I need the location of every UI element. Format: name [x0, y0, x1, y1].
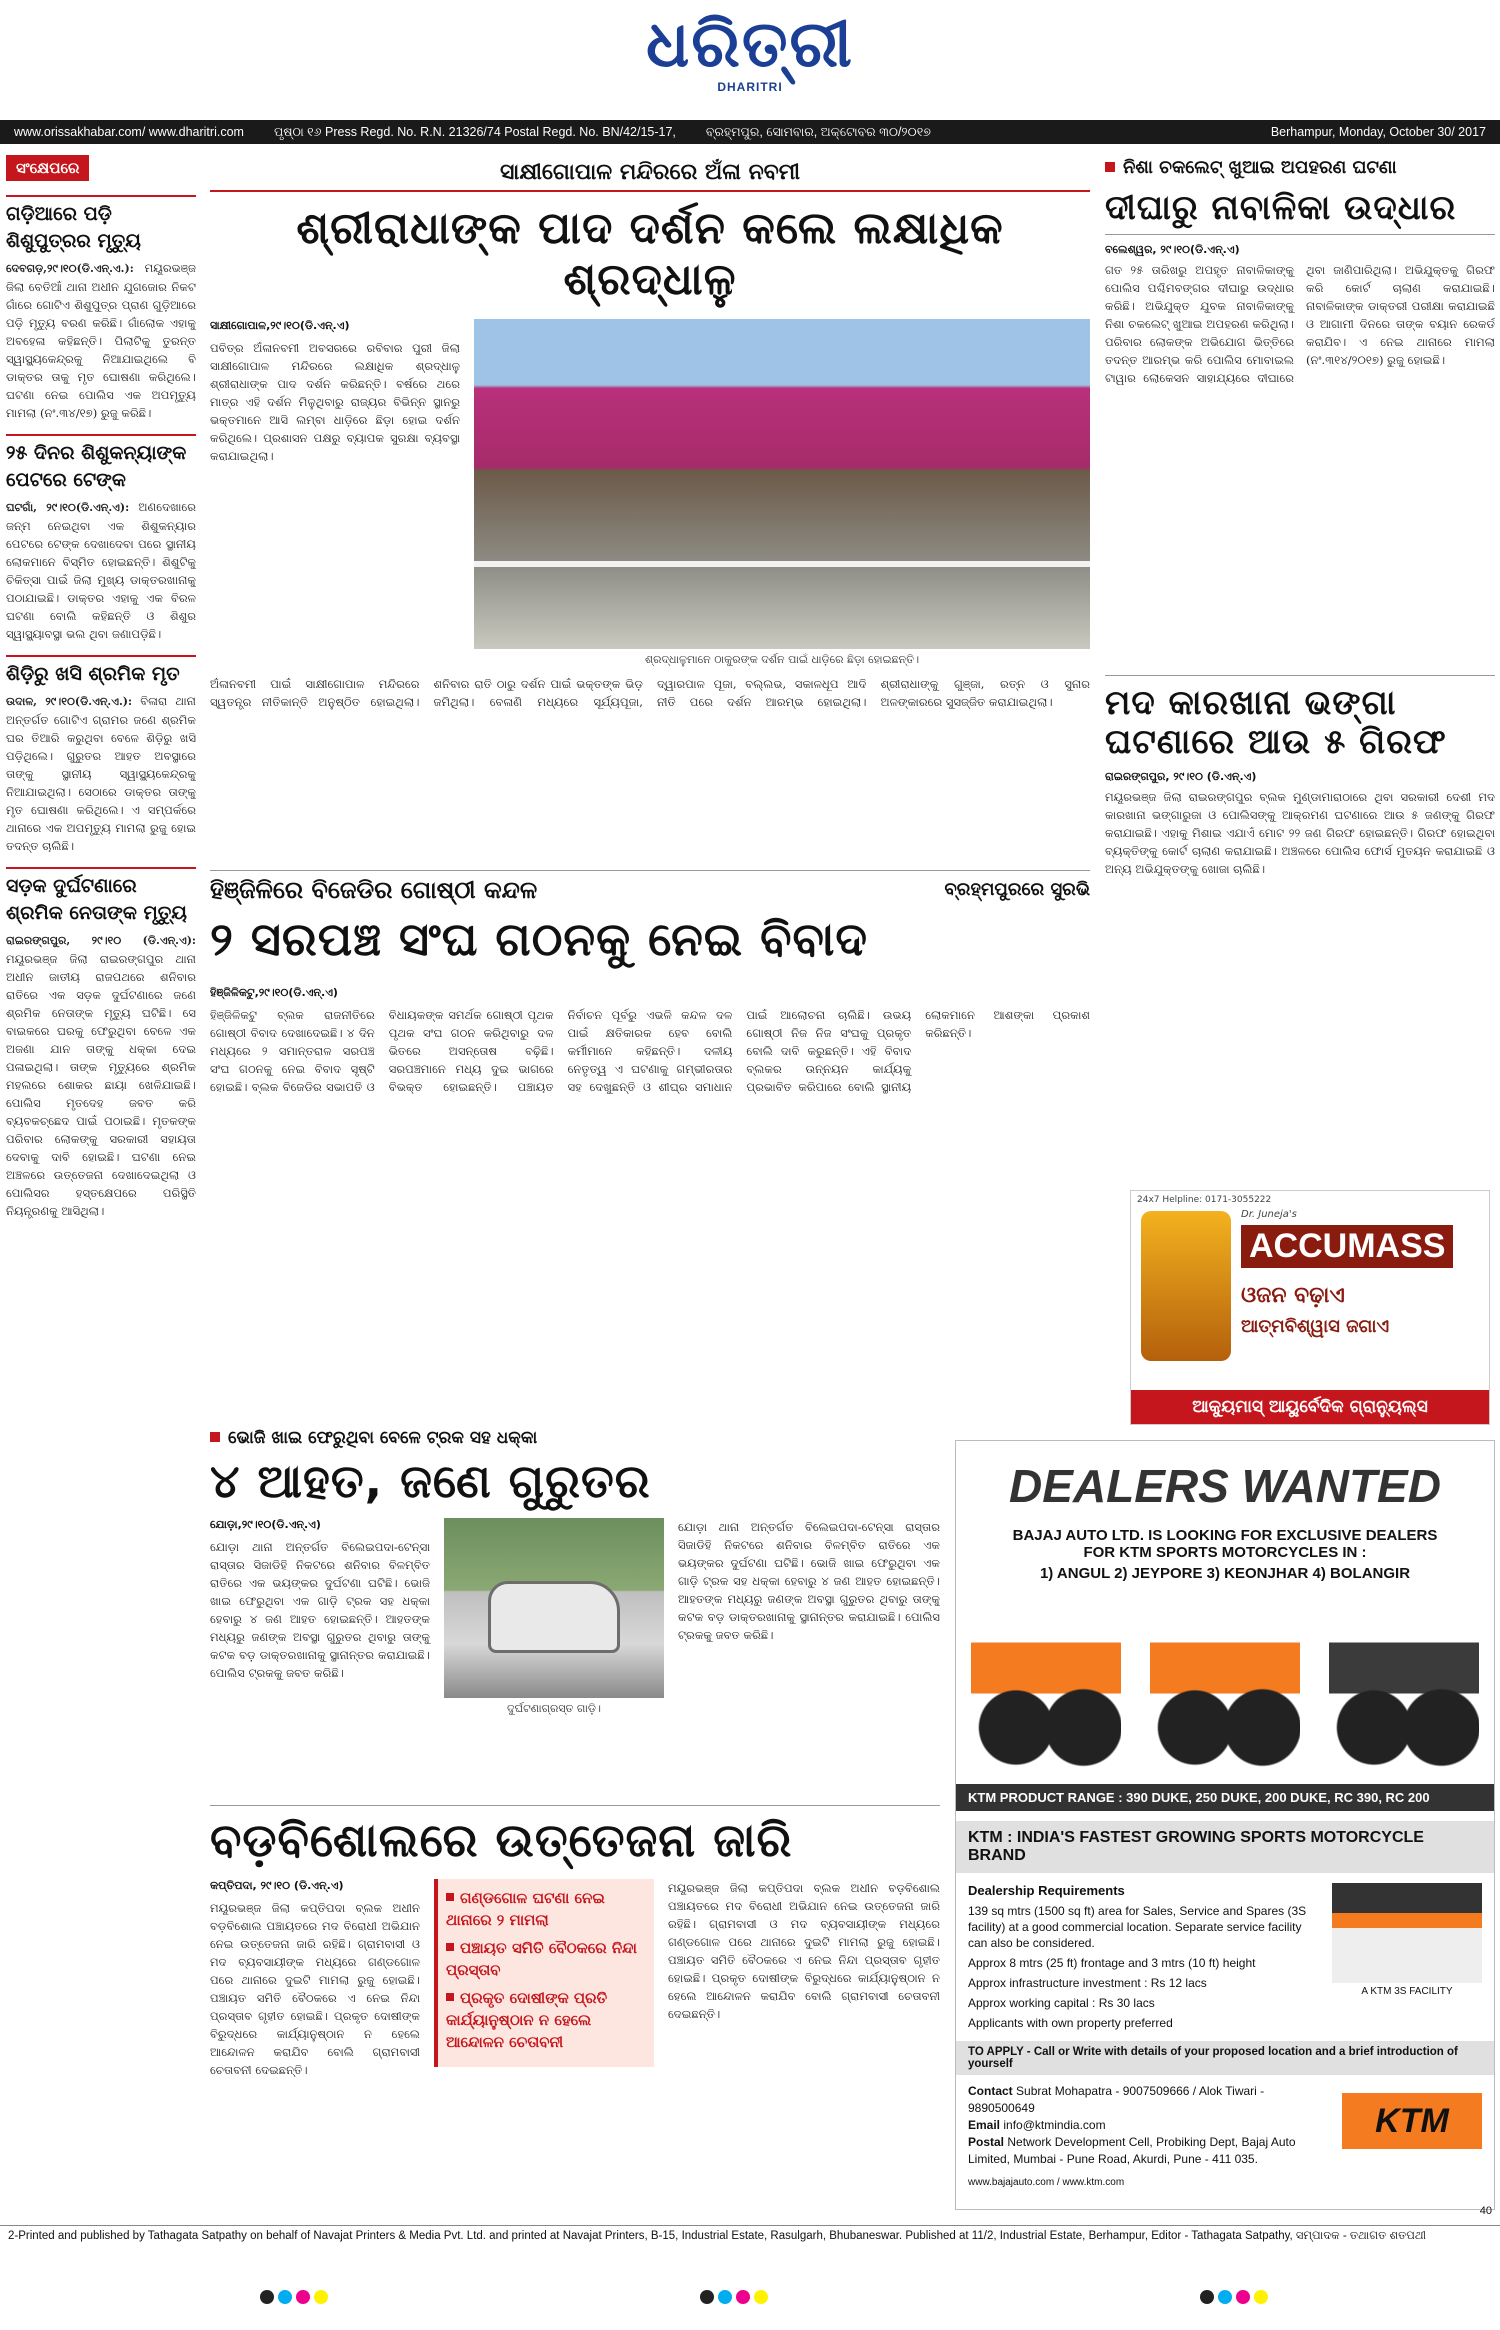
highlight-item [446, 1887, 646, 1931]
ad-apply: TO APPLY - Call or Write with details of your proposed location and a brief introduction of yourself [956, 2041, 1494, 2075]
brief-headline[interactable]: ଶିଡ଼ିରୁ ଖସି ଶ୍ରମିକ ମୃତ [6, 655, 196, 688]
bullet-square-icon [446, 1993, 454, 2001]
third-headline[interactable]: ୪ ଆହତ, ଜଣେ ଗୁରୁତର [210, 1454, 651, 1508]
brief-dateline: ଉଦାଳ, ୨୯।୧୦(ଡି.ଏନ୍.ଏ.): [6, 695, 133, 708]
ad-email-label: Email [968, 2118, 1001, 2132]
right-body-1: ଗତ ୨୫ ତାରିଖରୁ ଅପହୃତ ନାବାଳିକାଙ୍କୁ ପୋଲିସ ପଶ୍ଚିମବଙ୍ଗର ଦୀଘାରୁ ଉଦ୍ଧାର କରିଛି। ଅଭିଯୁକ୍ତ ଯୁବକ ନାବାଳିକାଙ୍କୁ ନିଶା ଚକଲେଟ୍ ଖୁଆଇ ଅପହରଣ କରିଥିଲା। ପରିବାର ଲୋକଙ୍କ ଅଭିଯୋଗ ଭିତ୍ତିରେ ତଦନ୍ତ ଆରମ୍ଭ କରି ପୋଲିସ ମୋବାଇଲ ଟାୱାର ଲୋକେସନ ସାହାଯ୍ୟରେ ଦୀଘାରେ ଥିବା ଜାଣିପାରିଥିଲା। ଅଭିଯୁକ୍ତକୁ ଗିରଫ କରି କୋର୍ଟ ଚାଲାଣ କରାଯାଇଛି। ନାବାଳିକାଙ୍କ ଡାକ୍ତରୀ ପରୀକ୍ଷା କରାଯାଇଛି ଓ ଆଗାମୀ ଦିନରେ ତାଙ୍କ ବୟାନ ରେକର୍ଡ କରାଯିବ। ଏ ନେଇ ଥାନାରେ ମାମଲା (ନଂ.୩୧୪/୨୦୧୭) ରୁଜୁ ହୋଇଛି। [1105, 263, 1495, 386]
page-number: 40 [1479, 2205, 1492, 2217]
ad-website[interactable]: www.bajajauto.com / www.ktm.com [968, 2177, 1125, 2188]
ad-req-item: 139 sq mtrs (1500 sq ft) area for Sales, Service and Spares (3S facility) at a good commercial location. Separate service facility can also be considered. [968, 1904, 1307, 1950]
cyan-dot-icon [718, 2290, 732, 2304]
right-dateline-2: ରାଇରଙ୍ଗପୁର, ୨୯।୧୦ (ଡି.ଏନ୍.ଏ) [1105, 770, 1257, 784]
second-body: ହିଞ୍ଜିଳିକଟୁ ବ୍ଲକ ରାଜନୀତିରେ ଗୋଷ୍ଠୀ ବିବାଦ ଦେଖାଦେଇଛି। ୪ ଦିନ ମଧ୍ୟରେ ୨ ସମାନ୍ତରାଳ ସରପଞ୍ଚ ସଂଘ ଗଠନକୁ ନେଇ ବିବାଦ ସୃଷ୍ଟି ହୋଇଛି। ବ୍ଲକ ବିଜେଡିର ସଭାପତି ଓ ବିଧାୟକଙ୍କ ସମର୍ଥକ ଗୋଷ୍ଠୀ ପୃଥକ ପୃଥକ ସଂଘ ଗଠନ କରିଥିବାରୁ ଦଳ ଭିତରେ ଅସନ୍ତୋଷ ବଢ଼ିଛି। ସରପଞ୍ଚମାନେ ମଧ୍ୟ ଦୁଇ ଭାଗରେ ବିଭକ୍ତ ହୋଇଛନ୍ତି। ପଞ୍ଚାୟତ ନିର୍ବାଚନ ପୂର୍ବରୁ ଏଭଳି କନ୍ଦଳ ଦଳ ପାଇଁ କ୍ଷତିକାରକ ହେବ ବୋଲି କର୍ମୀମାନେ କହିଛନ୍ତି। ଦଳୀୟ ନେତୃତ୍ୱ ଏ ଘଟଣାକୁ ଗମ୍ଭୀରତାର ସହ ଦେଖୁଛନ୍ତି ଓ ଶୀଘ୍ର ସମାଧାନ ପାଇଁ ଆଲୋଚନା ଚାଲିଛି। ଉଭୟ ଗୋଷ୍ଠୀ ନିଜ ନିଜ ସଂଘକୁ ପ୍ରକୃତ ବୋଲି ଦାବି କରୁଛନ୍ତି। ଏହି ବିବାଦ ବ୍ଲକର ଉନ୍ନୟନ କାର୍ଯ୍ୟକୁ ପ୍ରଭାବିତ କରିପାରେ ବୋଲି ସ୍ଥାନୀୟ ଲୋକମାନେ ଆଶଙ୍କା ପ୍ରକାଶ କରିଛନ୍ତି। [210, 1007, 1090, 1094]
lead-headline[interactable]: ଶ୍ରୀରାଧାଙ୍କ ପାଦ ଦର୍ଶନ କଲେ ଲକ୍ଷାଧିକ ଶ୍ରଦ୍ଧାଳୁ [296, 203, 1004, 305]
brief-item [6, 195, 196, 422]
brief-dateline: ଘଟଗାଁ, ୨୯।୧୦(ଡି.ଏନ୍.ଏ): [6, 501, 130, 514]
third-kicker-text: ଭୋଜି ଖାଇ ଫେରୁଥିବା ବେଳେ ଟ୍ରକ ସହ ଧକ୍କା [228, 1428, 538, 1448]
highlight-item [446, 1937, 646, 1981]
car-accident-photo[interactable] [444, 1518, 664, 1698]
brief-headline[interactable]: ସଡ଼କ ଦୁର୍ଘଟଣାରେ ଶ୍ରମିକ ନେତାଙ୍କ ମୃତ୍ୟୁ [6, 867, 196, 927]
website-text[interactable]: www.orissakhabar.com/ www.dharitri.com [14, 125, 244, 139]
second-dateline: ହିଞ୍ଜିଳିକଟୁ,୨୯।୧୦(ଡି.ଏନ୍.ଏ) [210, 985, 338, 999]
section-badge: ସଂକ୍ଷେପରେ [6, 155, 89, 181]
motorcycle-icon [971, 1600, 1121, 1770]
fourth-body-cont: ମୟୂରଭଞ୍ଜ ଜିଲା କପ୍ତିପଦା ବ୍ଲକ ଅଧୀନ ବଡ଼ବିଶୋଲ ପଞ୍ଚାୟତରେ ମଦ ବିରୋଧୀ ଅଭିଯାନ ନେଇ ଉତ୍ତେଜନା ଜାରି ରହିଛି। ଗ୍ରାମବାସୀ ଓ ମଦ ବ୍ୟବସାୟୀଙ୍କ ମଧ୍ୟରେ ଗଣ୍ଡଗୋଳ ପରେ ଥାନାରେ ଦୁଇଟି ମାମଲା ରୁଜୁ ହୋଇଛି। ପଞ୍ଚାୟତ ସମିତି ବୈଠକରେ ଏ ନେଇ ନିନ୍ଦା ପ୍ରସ୍ତାବ ଗୃହୀତ ହୋଇଛି। ପ୍ରକୃତ ଦୋଷୀଙ୍କ ବିରୁଦ୍ଧରେ କାର୍ଯ୍ୟାନୁଷ୍ଠାନ ନ ହେଲେ ଆନ୍ଦୋଳନ କରାଯିବ ବୋଲି ଗ୍ରାମବାସୀ ଚେତାବନୀ ଦେଇଛନ୍ତି। [668, 1880, 940, 2021]
right-headline-1[interactable]: ଦୀଘାରୁ ନାବାଳିକା ଉଦ୍ଧାର [1105, 189, 1495, 235]
bullet-square-icon [446, 1893, 454, 1901]
right-kicker-1 [1105, 155, 1495, 181]
third-story [210, 1425, 940, 1785]
brief-dateline: ଦେବଗଡ଼,୨୯।୧୦(ଡି.ଏନ୍.ଏ.): [6, 262, 134, 275]
registration-marks [1200, 2290, 1268, 2304]
registration-text: ପୃଷ୍ଠା ୧୬ Press Regd. No. R.N. 21326/74 Postal Regd. No. BN/42/15-17, [273, 124, 676, 139]
magenta-dot-icon [1236, 2290, 1250, 2304]
ad-req-item: Approx working capital : Rs 30 lacs [968, 1996, 1155, 2010]
lead-story [210, 160, 1090, 860]
right-dateline-1: ବଲେଶ୍ୱର, ୨୯।୧୦(ଡି.ଏନ୍.ଏ) [1105, 243, 1240, 257]
fourth-dateline: କପ୍ତିପଦା, ୨୯।୧୦ (ଡି.ଏନ୍.ଏ) [210, 1878, 344, 1892]
accumass-ad[interactable] [1130, 1190, 1490, 1425]
page-footer [0, 2225, 1500, 2249]
cyan-dot-icon [278, 2290, 292, 2304]
ad-headline: DEALERS WANTED [1009, 1460, 1441, 1512]
right-body-2: ମୟୂରଭଞ୍ଜ ଜିଲା ରାଇରଙ୍ଗପୁର ବ୍ଲକ ମୁଣ୍ଡାମାରାଠାରେ ଥିବା ସରକାରୀ ଦେଶୀ ମଦ କାରଖାନା ଭଙ୍ଗାରୁଜା ଓ ପୋଲିସଙ୍କୁ ଆକ୍ରମଣ ଘଟଣାରେ ଆଉ ୫ ଜଣଙ୍କୁ ଗିରଫ କରାଯାଇଛି। ଏହାକୁ ମିଶାଇ ଏଯାଏଁ ମୋଟ ୨୨ ଜଣ ଗିରଫ ହୋଇଛନ୍ତି। ଗିରଫ ହୋଇଥିବା ବ୍ୟକ୍ତିଙ୍କୁ କୋର୍ଟ ଚାଲାଣ କରାଯାଇଛି। ଅଞ୍ଚଳରେ ପୋଲିସ ଫୋର୍ସ ମୁତୟନ କରାଯାଇଛି ଓ ଅନ୍ୟ ଅଭିଯୁକ୍ତଙ୍କୁ ଖୋଜା ଚାଲିଛି। [1105, 790, 1495, 877]
third-photo-caption: ଦୁର୍ଘଟଣାଗ୍ରସ୍ତ ଗାଡ଼ି। [507, 1701, 601, 1715]
ad-req-item: Approx infrastructure investment : Rs 12 lacs [968, 1976, 1207, 1990]
motorcycle-icon [1329, 1600, 1479, 1770]
magenta-dot-icon [736, 2290, 750, 2304]
ad-tagline-1: ଓଜନ ବଢ଼ାଏ [1241, 1283, 1345, 1308]
ad-postal-label: Postal [968, 2135, 1005, 2149]
ad-footer: ଆକ୍ୟୁମାସ୍ ଆୟୁର୍ବେଦିକ ଗ୍ରାନ୍ୟୁଲ୍ସ [1131, 1390, 1489, 1424]
highlight-item [446, 1987, 646, 2053]
ad-contact[interactable]: Subrat Mohapatra - 9007509666 / Alok Tiwari - 9890500649 [968, 2084, 1265, 2115]
registration-marks [260, 2290, 328, 2304]
ad-contact-label: Contact [968, 2084, 1013, 2098]
lead-dateline: ସାକ୍ଷୀଗୋପାଳ,୨୯।୧୦(ଡି.ଏନ୍.ଏ) [210, 319, 350, 333]
english-date: Berhampur, Monday, October 30/ 2017 [1270, 125, 1486, 139]
bullet-square-icon [446, 1943, 454, 1951]
lead-body: ପବିତ୍ର ଅଁଳାନବମୀ ଅବସରରେ ରବିବାର ପୁରୀ ଜିଲା ସାକ୍ଷୀଗୋପାଳ ମନ୍ଦିରରେ ଲକ୍ଷାଧିକ ଶ୍ରଦ୍ଧାଳୁ ଶ୍ରୀରାଧାଙ୍କ ପାଦ ଦର୍ଶନ କରିଛନ୍ତି। ବର୍ଷରେ ଥରେ ମାତ୍ର ଏହି ଦର୍ଶନ ମିଳୁଥିବାରୁ ରାଜ୍ୟର ବିଭିନ୍ନ ସ୍ଥାନରୁ ଭକ୍ତମାନେ ଆସି ଲମ୍ବା ଧାଡ଼ିରେ ଛିଡ଼ା ହୋଇ ଦର୍ଶନ କରିଥିଲେ। ପ୍ରଶାସନ ପକ୍ଷରୁ ବ୍ୟାପକ ସୁରକ୍ଷା ବ୍ୟବସ୍ଥା କରାଯାଇଥିଲା। [210, 341, 460, 464]
black-dot-icon [1200, 2290, 1214, 2304]
highlight-text: ପଞ୍ଚାୟତ ସମିତି ବୈଠକରେ ନିନ୍ଦା ପ୍ରସ୍ତାବ [446, 1938, 637, 1979]
lead-photo[interactable] [474, 319, 1090, 649]
lead-photo-caption: ଶ୍ରଦ୍ଧାଳୁମାନେ ଠାକୁରଙ୍କ ଦର୍ଶନ ପାଇଁ ଧାଡ଼ିରେ ଛିଡ଼ା ହୋଇଛନ୍ତି। [644, 653, 920, 667]
ktm-logo: KTM [1342, 2093, 1482, 2149]
brief-headline[interactable]: ୨୫ ଦିନର ଶିଶୁକନ୍ୟାଙ୍କ ପେଟରେ ଟେଙ୍କ [6, 434, 196, 494]
right-kicker-text: ନିଶା ଚକଲେଟ୍ ଖୁଆଇ ଅପହରଣ ଘଟଣା [1123, 157, 1397, 178]
brief-body: ବିଳାରା ଥାନା ଅନ୍ତର୍ଗତ ଗୋଟିଏ ଗ୍ରାମର ଜଣେ ଶ୍ରମିକ ଘର ତିଆରି କରୁଥିବା ବେଳେ ଶିଡ଼ିରୁ ଖସି ପଡ଼ିଥିଲେ। ଗୁରୁତର ଆହତ ଅବସ୍ଥାରେ ତାଙ୍କୁ ସ୍ଥାନୀୟ ସ୍ୱାସ୍ଥ୍ୟକେନ୍ଦ୍ରକୁ ନିଆଯାଇଥିଲା। ସେଠାରେ ଡାକ୍ତର ତାଙ୍କୁ ମୃତ ଘୋଷଣା କରିଥିଲେ। ଏ ସମ୍ପର୍କରେ ଥାନାରେ ଏକ ଅପମୃତ୍ୟୁ ମାମଲା ରୁଜୁ ହୋଇ ତଦନ୍ତ ଚାଲିଛି। [6, 694, 196, 853]
ad-email[interactable]: info@ktmindia.com [1003, 2118, 1106, 2132]
fourth-body: ମୟୂରଭଞ୍ଜ ଜିଲା କପ୍ତିପଦା ବ୍ଲକ ଅଧୀନ ବଡ଼ବିଶୋଲ ପଞ୍ଚାୟତରେ ମଦ ବିରୋଧୀ ଅଭିଯାନ ନେଇ ଉତ୍ତେଜନା ଜାରି ରହିଛି। ଗ୍ରାମବାସୀ ଓ ମଦ ବ୍ୟବସାୟୀଙ୍କ ମଧ୍ୟରେ ଗଣ୍ଡଗୋଳ ପରେ ଥାନାରେ ଦୁଇଟି ମାମଲା ରୁଜୁ ହୋଇଛି। ପଞ୍ଚାୟତ ସମିତି ବୈଠକରେ ଏ ନେଇ ନିନ୍ଦା ପ୍ରସ୍ତାବ ଗୃହୀତ ହୋଇଛି। ପ୍ରକୃତ ଦୋଷୀଙ୍କ ବିରୁଦ୍ଧରେ କାର୍ଯ୍ୟାନୁଷ୍ଠାନ ନ ହେଲେ ଆନ୍ଦୋଳନ କରାଯିବ ବୋଲି ଗ୍ରାମବାସୀ ଚେତାବନୀ ଦେଇଛନ୍ତି। [210, 1900, 420, 2077]
motorcycle-icon [1150, 1600, 1300, 1770]
yellow-dot-icon [1254, 2290, 1268, 2304]
brief-headline[interactable]: ଗଡ଼ିଆରେ ପଡ଼ି ଶିଶୁପୁତ୍ରର ମୃତ୍ୟୁ [6, 195, 196, 255]
highlights-box [434, 1879, 654, 2067]
brief-body: ମୟୂରଭଞ୍ଜ ଜିଲା ବେତିଆଁ ଥାନା ଅଧୀନ ଯୁଗଜୋର ନିକଟ ଗାଁରେ ଗୋଟିଏ ଶିଶୁପୁତ୍ର ପ୍ରାଣ ଗୁଡ଼ିଆରେ ପଡ଼ି ମୃତ୍ୟୁ ବରଣ କରିଛି। ଗାଁଲୋକ ଏହାକୁ ଅବହେଳା କହିଛନ୍ତି। ପିଲାଟିକୁ ତୁରନ୍ତ ସ୍ୱାସ୍ଥ୍ୟକେନ୍ଦ୍ରକୁ ନିଆଯାଇଥିଲେ ବି ଡାକ୍ତର ତାକୁ ମୃତ ଘୋଷଣା କରିଥିଲେ। ଘଟଣା ନେଇ ପୋଲିସ ଏକ ଅପମୃତ୍ୟୁ ମାମଲା (ନଂ.୩୪/୧୭) ରୁଜୁ କରିଛି। [6, 261, 196, 420]
yellow-dot-icon [754, 2290, 768, 2304]
second-story [210, 870, 1090, 1380]
brief-item [6, 434, 196, 643]
second-byline: ବ୍ରହ୍ମପୁରରେ ସୁରଭି [944, 879, 1090, 900]
odia-date: ବ୍ରହ୍ମପୁର, ସୋମବାର, ଅକ୍ଟୋବର ୩୦/୨୦୧୭ [705, 124, 931, 139]
ktm-facility-image [1332, 1883, 1482, 1983]
third-kicker [210, 1425, 940, 1451]
product-jar-image [1141, 1211, 1231, 1361]
black-dot-icon [260, 2290, 274, 2304]
fourth-headline[interactable]: ବଡ଼ବିଶୋଲରେ ଉତ୍ତେଜନା ଜାରି [210, 1813, 793, 1867]
ad-product-range: KTM PRODUCT RANGE : 390 DUKE, 250 DUKE, 200 DUKE, RC 390, RC 200 [956, 1784, 1494, 1811]
info-bar [0, 120, 1500, 144]
brief-body: ମୟୂରଭଞ୍ଜ ଜିଲା ରାଇରଙ୍ଗପୁର ଥାନା ଅଧୀନ ଜାତୀୟ ରାଜପଥରେ ଶନିବାର ରାତିରେ ଏକ ସଡ଼କ ଦୁର୍ଘଟଣାରେ ଜଣେ ଶ୍ରମିକ ନେତାଙ୍କ ମୃତ୍ୟୁ ଘଟିଛି। ସେ ବାଇକରେ ଘରକୁ ଫେରୁଥିବା ବେଳେ ଏକ ଅଜଣା ଯାନ ତାଙ୍କୁ ଧକ୍କା ଦେଇ ପଳାଇଥିଲା। ତାଙ୍କ ମୃତ୍ୟୁରେ ଶ୍ରମିକ ମହଲରେ ଶୋକର ଛାୟା ଖେଳିଯାଇଛି। ପୋଲିସ ମୃତଦେହ ଜବତ କରି ବ୍ୟବକଚ୍ଛେଦ ପାଇଁ ପଠାଇଛି। ମୃତକଙ୍କ ପରିବାର ଲୋକଙ୍କୁ ସରକାରୀ ସହାୟତା ଦେବାକୁ ଦାବି ହୋଇଛି। ଘଟଣା ନେଇ ଅଞ୍ଚଳରେ ଉତ୍ତେଜନା ଦେଖାଦେଇଥିଲା ଓ ପୋଲିସର ହସ୍ତକ୍ଷେପରେ ପରିସ୍ଥିତି ନିୟନ୍ତ୍ରଣକୁ ଆସିଥିଲା। [6, 952, 196, 1218]
ad-brand-line: Dr. Juneja's [1241, 1209, 1297, 1220]
logo-text: ଧରିତ୍ରୀ [646, 7, 854, 82]
fourth-story [210, 1805, 940, 2210]
ktm-dealers-ad[interactable] [955, 1440, 1495, 2210]
ad-facility-caption: A KTM 3S FACILITY [1361, 1986, 1453, 1997]
bullet-square-icon [1105, 162, 1115, 172]
right-headline-2[interactable]: ମଦ କାରଖାନା ଭଙ୍ଗା ଘଟଣାରେ ଆଉ ୫ ଗିରଫ [1105, 675, 1495, 762]
ad-helpline: 24x7 Helpline: 0171-3055222 [1137, 1195, 1272, 1205]
brief-dateline: ରାଇରଙ୍ଗପୁର, ୨୯।୧୦ (ଡି.ଏନ୍.ଏ): [6, 934, 196, 947]
right-column [1105, 155, 1495, 1185]
briefs-column [6, 155, 196, 2210]
registration-marks [700, 2290, 768, 2304]
third-dateline: ଯୋଡ଼ା,୨୯।୧୦(ଡି.ଏନ୍.ଏ) [210, 1517, 321, 1531]
second-headline[interactable]: ୨ ସରପଞ୍ଚ ସଂଘ ଗଠନକୁ ନେଇ ବିବାଦ [210, 912, 869, 966]
brief-body: ଅଣଦେଖାରେ ଜନ୍ମ ନେଇଥିବା ଏକ ଶିଶୁକନ୍ୟାର ପେଟରେ ଟେଙ୍କ ଦେଖାଦେବା ପରେ ସ୍ଥାନୀୟ ଲୋକମାନେ ବିସ୍ମିତ ହୋଇଛନ୍ତି। ଶିଶୁଟିକୁ ଚିକିତ୍ସା ପାଇଁ ଜିଲା ମୁଖ୍ୟ ଡାକ୍ତରଖାନାକୁ ପଠାଯାଇଛି। ଡାକ୍ତର ଏହାକୁ ଏକ ବିରଳ ଘଟଣା ବୋଲି କହିଛନ୍ତି ଓ ଶିଶୁର ସ୍ୱାସ୍ଥ୍ୟାବସ୍ଥା ଭଲ ଥିବା ଜଣାପଡ଼ିଛି। [6, 500, 196, 641]
ad-brand-name: ACCUMASS [1241, 1225, 1453, 1268]
ad-intro: BAJAJ AUTO LTD. IS LOOKING FOR EXCLUSIVE DEALERS FOR KTM SPORTS MOTORCYCLES IN : [1012, 1527, 1438, 1561]
logo-subtext: DHARITRI [717, 80, 783, 94]
lead-kicker: ସାକ୍ଷୀଗୋପାଳ ମନ୍ଦିରରେ ଅଁଳା ନବମୀ [210, 160, 1090, 192]
highlight-text: ଗଣ୍ଡଗୋଳ ଘଟଣା ନେଇ ଥାନାରେ ୨ ମାମଲା [446, 1888, 605, 1929]
ad-req-item: Approx 8 mtrs (25 ft) frontage and 3 mtrs (10 ft) height [968, 1956, 1256, 1970]
black-dot-icon [700, 2290, 714, 2304]
magenta-dot-icon [296, 2290, 310, 2304]
lead-continuation: ଅଁଳାନବମୀ ପାଇଁ ସାକ୍ଷୀଗୋପାଳ ମନ୍ଦିରରେ ସ୍ୱତନ୍ତ୍ର ନୀତିକାନ୍ତି ଅନୁଷ୍ଠିତ ହୋଇଥିଲା। ଶନିବାର ରାତି ଠାରୁ ଦର୍ଶନ ପାଇଁ ଭକ୍ତଙ୍କ ଭିଡ଼ ଜମିଥିଲା। ବେଳାଣି ମଧ୍ୟରେ ସୂର୍ଯ୍ୟପୂଜା, ଦ୍ୱାରପାଳ ପୂଜା, ବଲ୍ଲଭ, ସକାଳଧୂପ ଆଦି ନୀତି ପରେ ଦର୍ଶନ ଆରମ୍ଭ ହୋଇଥିଲା। ଶ୍ରୀରାଧାଙ୍କୁ ଗୁଞ୍ଜା, ରତ୍ନ ଓ ସୁନାର ଅଳଙ୍କାରରେ ସୁସଜ୍ଜିତ କରାଯାଇଥିଲା। [210, 677, 1090, 710]
motorcycle-images [956, 1600, 1494, 1770]
ad-tagline-2: ଆତ୍ମବିଶ୍ୱାସ ଜଗାଏ [1241, 1316, 1390, 1337]
third-body-cont: ଯୋଡ଼ା ଥାନା ଅନ୍ତର୍ଗତ ବିଲେଇପଦା-ଟେନ୍ସା ରାସ୍ତାର ସିଜାଡିହି ନିକଟରେ ଶନିବାର ବିଳମ୍ବିତ ରାତିରେ ଏକ ଭୟଙ୍କର ଦୁର୍ଘଟଣା ଘଟିଛି। ଭୋଜି ଖାଇ ଫେରୁଥିବା ଏକ ଗାଡ଼ି ଟ୍ରକ ସହ ଧକ୍କା ହେବାରୁ ୪ ଜଣ ଆହତ ହୋଇଛନ୍ତି। ଆହତଙ୍କ ମଧ୍ୟରୁ ଜଣଙ୍କ ଅବସ୍ଥା ଗୁରୁତର ଥିବାରୁ ତାଙ୍କୁ କଟକ ବଡ଼ ଡାକ୍ତରଖାନାକୁ ସ୍ଥାନାନ୍ତର କରାଯାଇଛି। ପୋଲିସ ଟ୍ରକକୁ ଜବତ କରିଛି। [678, 1519, 940, 1642]
newspaper-logo[interactable] [600, 7, 900, 95]
brief-item [6, 655, 196, 855]
cyan-dot-icon [1218, 2290, 1232, 2304]
ad-brand-bar: KTM : INDIA'S FASTEST GROWING SPORTS MOTORCYCLE BRAND [956, 1821, 1494, 1873]
ad-postal: Network Development Cell, Probiking Dept, Bajaj Auto Limited, Mumbai - Pune Road, Akurdi, Pune - 411 035. [968, 2135, 1296, 2166]
ad-req-item: Applicants with own property preferred [968, 2016, 1173, 2030]
second-kicker: ହିଞ୍ଜିଳିରେ ବିଜେଡିର ଗୋଷ୍ଠୀ କନ୍ଦଳ [210, 876, 538, 904]
third-body: ଯୋଡ଼ା ଥାନା ଅନ୍ତର୍ଗତ ବିଲେଇପଦା-ଟେନ୍ସା ରାସ୍ତାର ସିଜାଡିହି ନିକଟରେ ଶନିବାର ବିଳମ୍ବିତ ରାତିରେ ଏକ ଭୟଙ୍କର ଦୁର୍ଘଟଣା ଘଟିଛି। ଭୋଜି ଖାଇ ଫେରୁଥିବା ଏକ ଗାଡ଼ି ଟ୍ରକ ସହ ଧକ୍କା ହେବାରୁ ୪ ଜଣ ଆହତ ହୋଇଛନ୍ତି। ଆହତଙ୍କ ମଧ୍ୟରୁ ଜଣଙ୍କ ଅବସ୍ଥା ଗୁରୁତର ଥିବାରୁ ତାଙ୍କୁ କଟକ ବଡ଼ ଡାକ୍ତରଖାନାକୁ ସ୍ଥାନାନ୍ତର କରାଯାଇଛି। ପୋଲିସ ଟ୍ରକକୁ ଜବତ କରିଛି। [210, 1539, 430, 1680]
footer-imprint: 2-Printed and published by Tathagata Satpathy on behalf of Navajat Printers & Media Pvt. Ltd. and printed at Navajat Printers, B-15, Industrial Estate, Rasulgarh, Bhubaneswar. Published at 11/2, Industrial Estate, Berhampur, Editor - Tathagata Satpathy, ସମ୍ପାଦକ - ତଥାଗତ ଶତପଥୀ [8, 2230, 1426, 2242]
highlight-text: ପ୍ରକୃତ ଦୋଷୀଙ୍କ ପ୍ରତି କାର୍ଯ୍ୟାନୁଷ୍ଠାନ ନ ହେଲେ ଆନ୍ଦୋଳନ ଚେତାବନୀ [446, 1988, 608, 2051]
ad-locations: 1) ANGUL 2) JEYPORE 3) KEONJHAR 4) BOLANGIR [1039, 1565, 1411, 1582]
ad-req-title: Dealership Requirements [968, 1883, 1125, 1898]
masthead [0, 0, 1500, 118]
bullet-square-icon [210, 1432, 220, 1442]
brief-item [6, 867, 196, 1220]
yellow-dot-icon [314, 2290, 328, 2304]
